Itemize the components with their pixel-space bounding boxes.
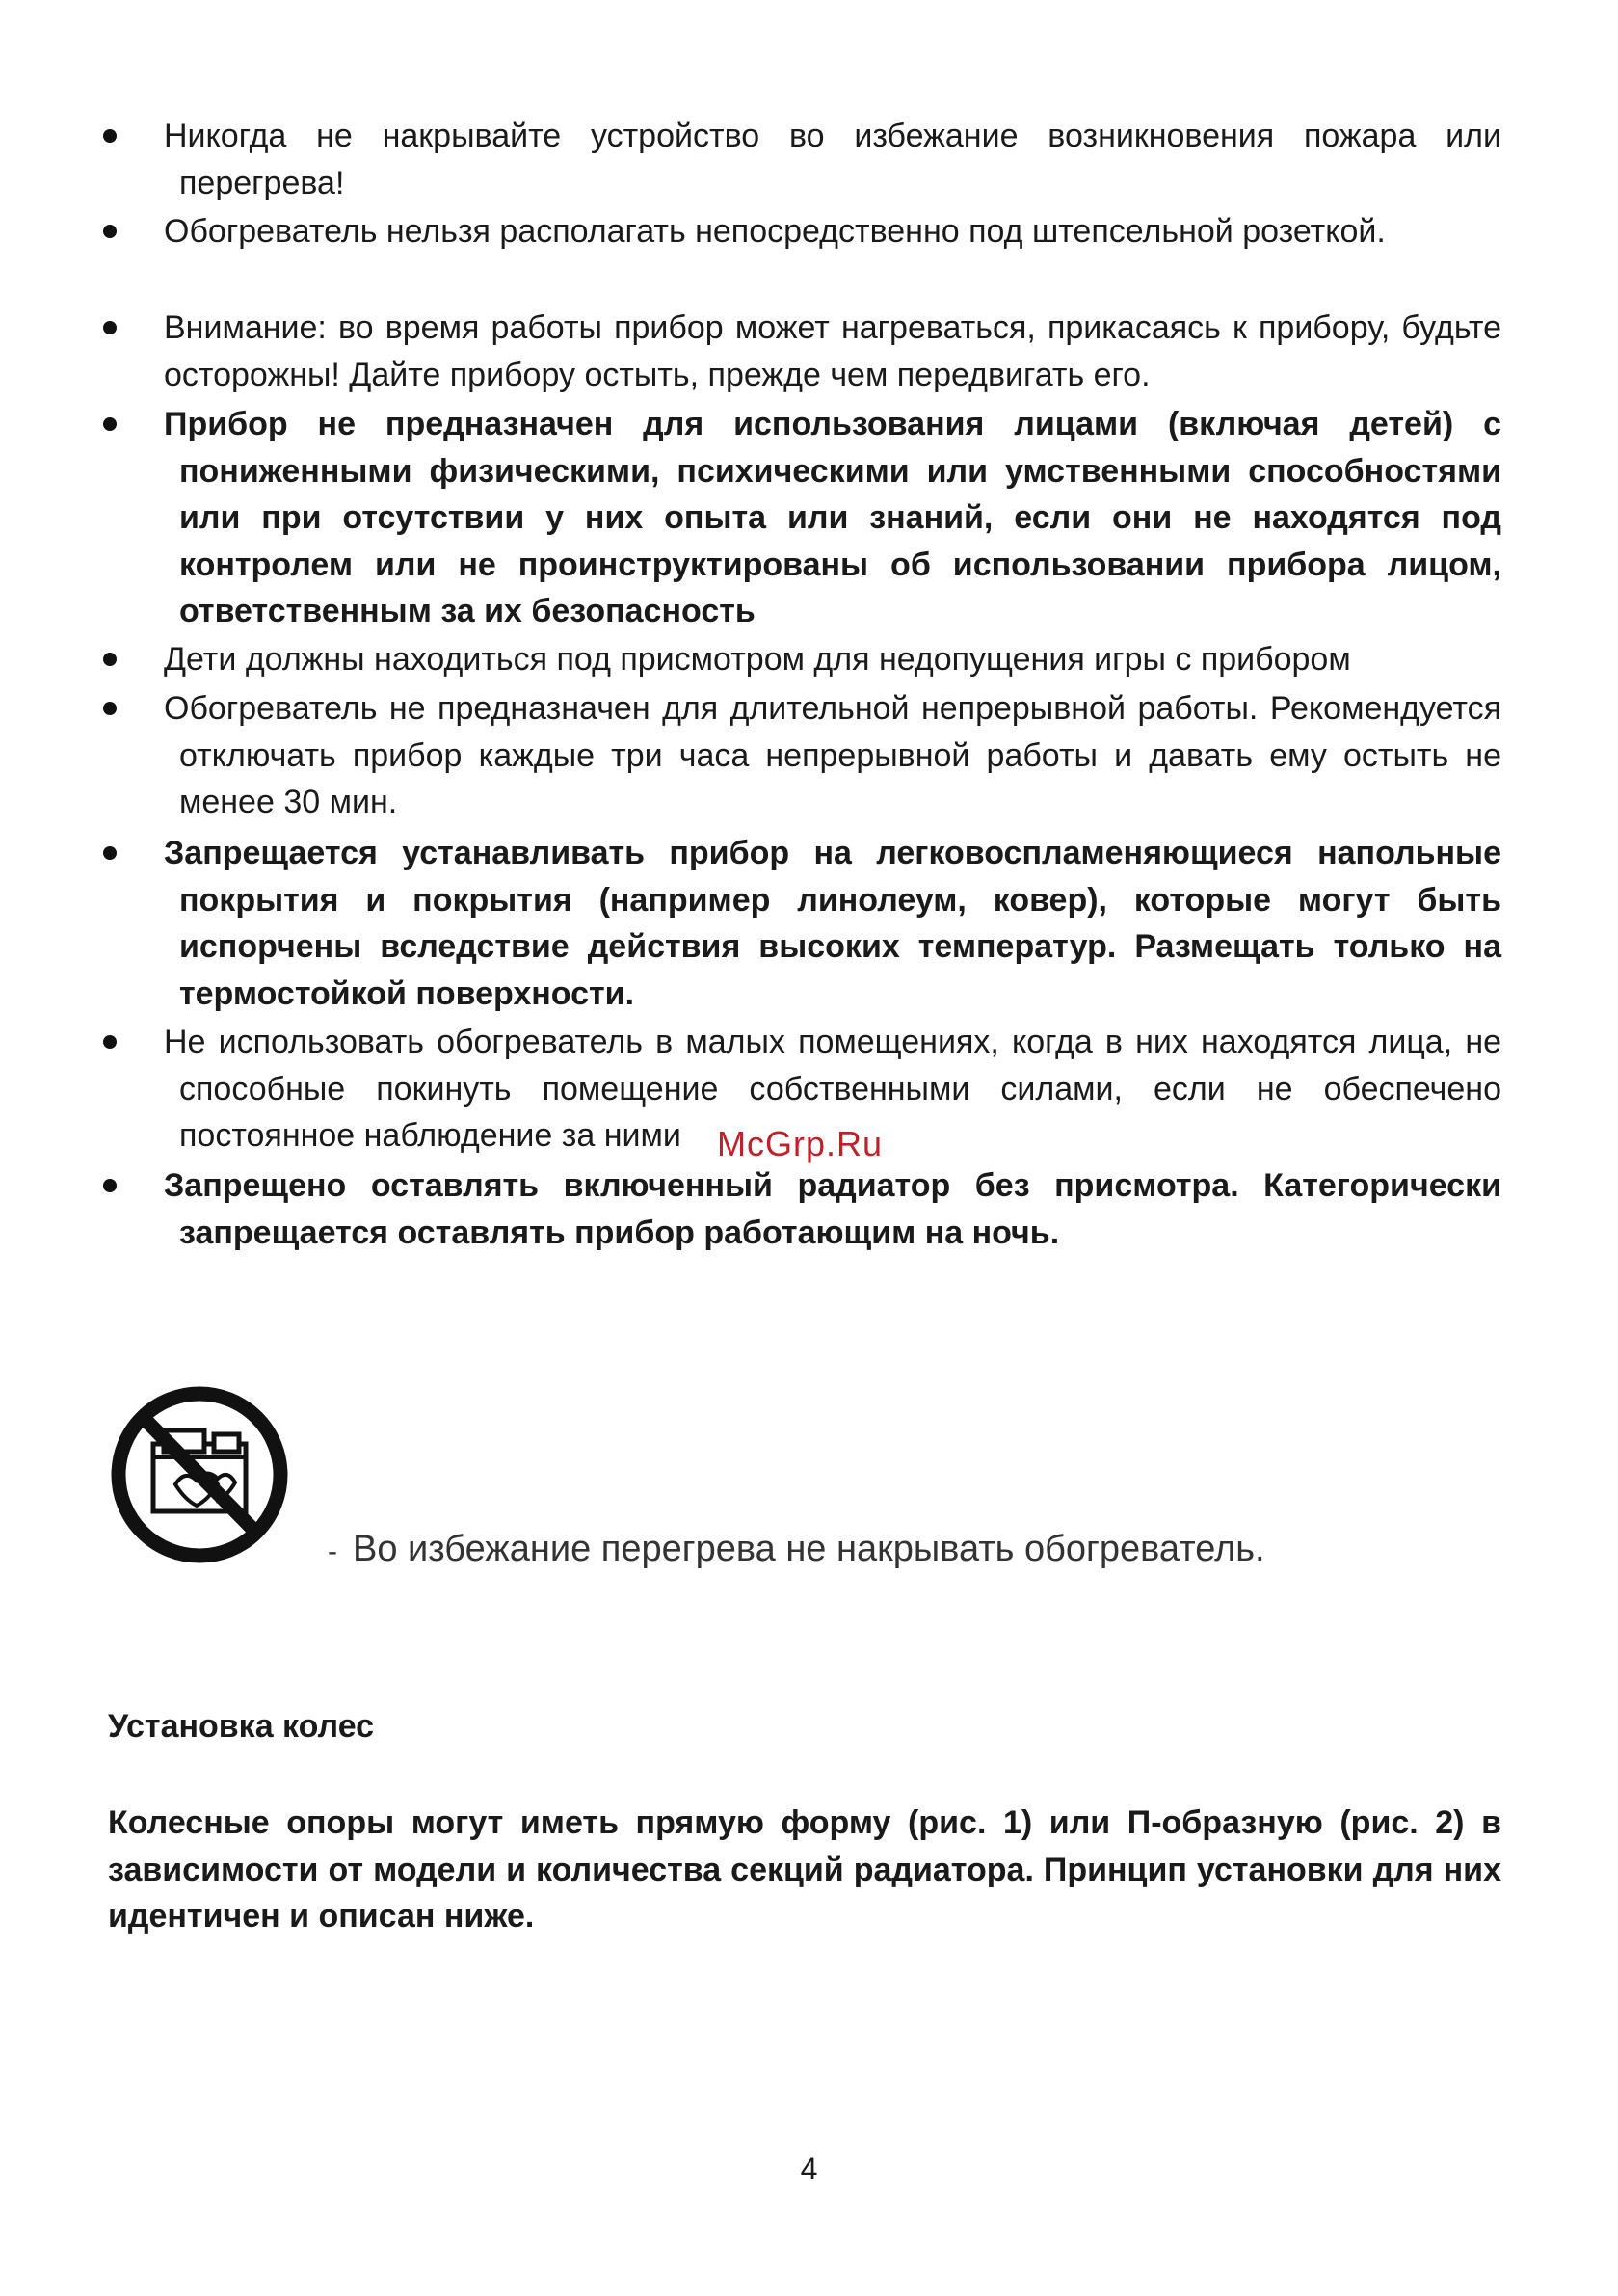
bullet-item: [108, 636, 1501, 683]
bullet-text: Обогреватель нельзя располагать непосредственно под штепсельной розеткой.: [164, 213, 1386, 250]
prohibition-sign-icon: [108, 1380, 291, 1569]
bullet-item: [108, 685, 1501, 826]
bullet-dot-icon: [103, 129, 117, 143]
bullet-text: Внимание: во время работы прибор может нагреваться, прикасаясь к прибору, будьте осторожны! Дайте прибору остыть, прежде чем передвигать его.: [164, 309, 1501, 393]
bullet-dot-icon: [103, 846, 117, 860]
bullet-text: Запрещено оставлять включенный радиатор без присмотра. Категорически запрещается оставлять прибор работающим на ночь.: [164, 1167, 1501, 1251]
do-not-cover-icon: [108, 1380, 291, 1569]
bullet-text: Дети должны находиться под присмотром для недопущения игры с прибором: [164, 641, 1351, 678]
bullet-dot-icon: [103, 702, 117, 715]
watermark: McGrp.Ru: [717, 1124, 884, 1163]
bullet-dot-icon: [103, 1035, 117, 1049]
bullet-text: Обогреватель не предназначен для длительной непрерывной работы. Рекомендуется отключать прибор каждые три часа непрерывной работы и давать ему остыть не менее 30 мин.: [164, 690, 1501, 820]
bullet-dot-icon: [103, 321, 117, 334]
bullet-text: Прибор не предназначен для использования лицами (включая детей) с пониженными физическими, психическими или умственными способностями или при отсутствии у них опыта или знаний, если они не находятся под контролем или не проинструктированы об использовании прибора лицом, ответственным за их безопасность: [164, 406, 1501, 629]
bullet-item: [108, 830, 1501, 1017]
bullet-text: Запрещается устанавливать прибор на легковоспламеняющиеся напольные покрытия и покрытия (например линолеум, ковер), которые могут быть испорчены вследствие действия высоких температур. Размещать только на термостойкой поверхности.: [164, 835, 1501, 1012]
warning-caption: [328, 1529, 1265, 1570]
bullet-dot-icon: [103, 417, 117, 431]
bullet-text: Не использовать обогреватель в малых помещениях, когда в них находятся лица, не способные покинуть помещение собственными силами, если не обеспечено постоянное наблюдение за ними: [164, 1024, 1501, 1154]
caption-dash: -: [328, 1535, 337, 1567]
bullet-item: [108, 401, 1501, 635]
bullet-dot-icon: [103, 225, 117, 238]
bullet-dot-icon: [103, 653, 117, 666]
bullet-item: [108, 113, 1501, 206]
page-number: 4: [800, 2151, 818, 2186]
bullet-dot-icon: [103, 1179, 117, 1192]
bullet-item: [108, 305, 1501, 398]
bullet-text: Никогда не накрывайте устройство во избежание возникновения пожара или перегрева!: [164, 118, 1501, 201]
bullet-item: [108, 208, 1501, 255]
section-heading: Установка колес: [108, 1708, 375, 1745]
bullet-item: [108, 1162, 1501, 1256]
section-paragraph: Колесные опоры могут иметь прямую форму (рис. 1) или П-образную (рис. 2) в зависимости от модели и количества секций радиатора. Принцип установки для них идентичен и описан ниже.: [108, 1804, 1501, 1935]
caption-text: Во избежание перегрева не накрывать обогреватель.: [353, 1529, 1265, 1569]
